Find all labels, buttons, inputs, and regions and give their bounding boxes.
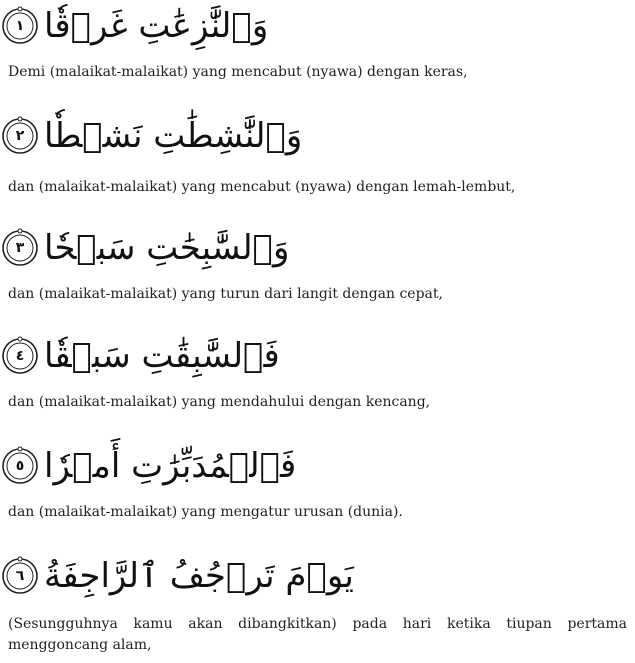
ayah-number-marker (0, 228, 40, 268)
ayah-number: ٢ (15, 128, 25, 144)
ayah-number: ١ (15, 18, 25, 34)
verse-translation: (Sesungguhnya kamu akan dibangkitkan) pada hari ketika tiupan pertama menggoncang alam, (8, 616, 627, 653)
arabic-verse-text: فَٱلۡمُدَبِّرَٰتِ أَمۡرٗا (44, 446, 297, 486)
verse-translation: dan (malaikat-malaikat) yang turun dari langit dengan cepat, (8, 286, 443, 302)
verse-translation: dan (malaikat-malaikat) yang mengatur urusan (dunia). (8, 504, 403, 520)
ayah-number-marker (0, 446, 40, 486)
ayah-number: ٣ (15, 240, 25, 256)
arabic-verse-text: وَٱلسَّٰبِحَٰتِ سَبۡحٗا (44, 228, 290, 268)
verse-3 (0, 222, 635, 305)
arabic-line (0, 0, 635, 52)
arabic-verse-text: وَٱلنَّٰزِعَٰتِ غَرۡقٗا (44, 6, 269, 46)
ayah-number-marker (0, 116, 40, 156)
arabic-line (0, 550, 635, 602)
arabic-line (0, 110, 635, 162)
ayah-number-marker (0, 556, 40, 596)
verse-4 (0, 330, 635, 413)
ayah-number: ٤ (15, 348, 25, 364)
verse-translation: dan (malaikat-malaikat) yang mencabut (nyawa) dengan lemah-lembut, (8, 179, 516, 195)
verse-6 (0, 550, 635, 656)
verse-1 (0, 0, 635, 83)
arabic-verse-text: فَٱلسَّٰبِقَٰتِ سَبۡقٗا (44, 336, 280, 376)
ayah-number-marker (0, 6, 40, 46)
verse-translation: Demi (malaikat-malaikat) yang mencabut (nyawa) dengan keras, (8, 64, 468, 80)
verse-translation: dan (malaikat-malaikat) yang mendahului dengan kencang, (8, 394, 431, 410)
verse-5 (0, 440, 635, 523)
ayah-number: ٦ (15, 568, 25, 584)
arabic-line (0, 440, 635, 492)
arabic-verse-text: يَوۡمَ تَرۡجُفُ ٱلرَّاجِفَةُ (44, 556, 354, 596)
arabic-line (0, 330, 635, 382)
ayah-number: ٥ (15, 458, 25, 474)
arabic-verse-text: وَٱلنَّٰشِطَٰتِ نَشۡطٗا (44, 116, 303, 156)
verse-2 (0, 110, 635, 198)
ayah-number-marker (0, 336, 40, 376)
arabic-line (0, 222, 635, 274)
